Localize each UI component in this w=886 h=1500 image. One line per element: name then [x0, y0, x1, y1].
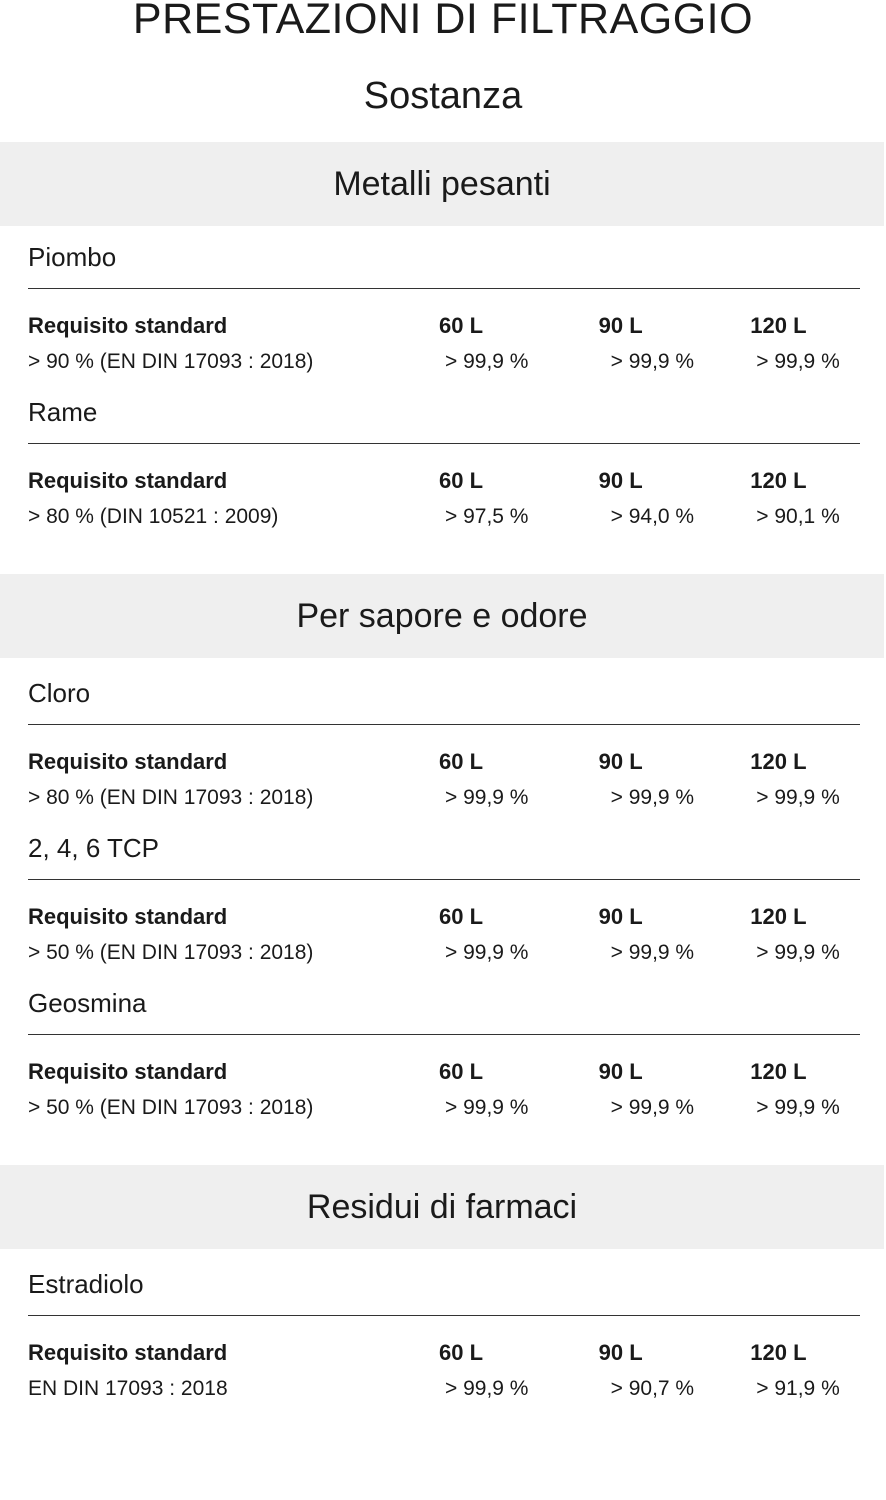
value-120l: > 99,9 % [756, 1096, 840, 1119]
section-drug-residues [0, 1165, 886, 1404]
value-standard: > 90 % (EN DIN 17093 : 2018) [28, 350, 314, 373]
substance-name: Geosmina [28, 988, 147, 1018]
value-row [28, 502, 860, 532]
header-standard: Requisito standard [28, 1059, 228, 1084]
value-90l: > 99,9 % [610, 786, 695, 809]
value-90l: > 94,0 % [610, 505, 695, 528]
substance-name: 2, 4, 6 TCP [28, 833, 160, 863]
header-standard: Requisito standard [28, 468, 228, 493]
substance-item [28, 833, 860, 968]
header-120l: 120 L [750, 468, 807, 493]
header-90l: 90 L [598, 468, 643, 493]
divider [28, 288, 860, 289]
header-120l: 120 L [750, 904, 807, 929]
divider [28, 879, 860, 880]
column-header-row [28, 466, 860, 496]
value-row [28, 1093, 860, 1123]
value-row [28, 347, 860, 377]
value-120l: > 90,1 % [756, 505, 840, 528]
value-60l: > 99,9 % [444, 1096, 529, 1119]
value-60l: > 97,5 % [444, 505, 529, 528]
column-header-row [28, 311, 860, 341]
header-90l: 90 L [598, 904, 643, 929]
header-60l: 60 L [439, 749, 484, 774]
value-120l: > 99,9 % [756, 941, 840, 964]
substance-name: Piombo [28, 242, 117, 272]
page-title: PRESTAZIONI DI FILTRAGGIO [132, 0, 754, 43]
column-header-row [28, 1338, 860, 1368]
header-60l: 60 L [439, 1059, 484, 1084]
value-row [28, 783, 860, 813]
value-60l: > 99,9 % [444, 786, 529, 809]
header-120l: 120 L [750, 749, 807, 774]
value-90l: > 90,7 % [610, 1377, 695, 1400]
value-60l: > 99,9 % [444, 1377, 529, 1400]
header-60l: 60 L [439, 313, 484, 338]
header-60l: 60 L [439, 468, 484, 493]
header-120l: 120 L [750, 1340, 807, 1365]
header-60l: 60 L [439, 904, 484, 929]
header-120l: 120 L [750, 1059, 807, 1084]
header-standard: Requisito standard [28, 1340, 228, 1365]
substance-name: Rame [28, 397, 98, 427]
value-row [28, 1374, 860, 1404]
section-heading: Residui di farmaci [0, 1165, 884, 1249]
substance-item [28, 242, 860, 377]
value-standard: > 50 % (EN DIN 17093 : 2018) [28, 1096, 314, 1119]
divider [28, 1034, 860, 1035]
value-standard: EN DIN 17093 : 2018 [28, 1377, 228, 1400]
divider [28, 443, 860, 444]
column-header-row [28, 747, 860, 777]
value-60l: > 99,9 % [444, 350, 529, 373]
value-90l: > 99,9 % [610, 350, 695, 373]
header-90l: 90 L [598, 749, 643, 774]
header-90l: 90 L [598, 313, 643, 338]
divider [28, 1315, 860, 1316]
header-standard: Requisito standard [28, 749, 228, 774]
value-90l: > 99,9 % [610, 941, 695, 964]
section-heading: Metalli pesanti [0, 142, 884, 226]
value-120l: > 99,9 % [756, 350, 840, 373]
value-standard: > 80 % (DIN 10521 : 2009) [28, 505, 279, 528]
substance-item [28, 988, 860, 1123]
substance-name: Cloro [28, 678, 91, 708]
header-90l: 90 L [598, 1059, 643, 1084]
header-standard: Requisito standard [28, 313, 228, 338]
section-heavy-metals [0, 142, 886, 532]
substance-item [28, 397, 860, 532]
header-standard: Requisito standard [28, 904, 228, 929]
value-60l: > 99,9 % [444, 941, 529, 964]
header-120l: 120 L [750, 313, 807, 338]
divider [28, 724, 860, 725]
column-header-row [28, 1057, 860, 1087]
value-standard: > 80 % (EN DIN 17093 : 2018) [28, 786, 314, 809]
substance-name: Estradiolo [28, 1269, 144, 1299]
section-heading: Per sapore e odore [0, 574, 884, 658]
value-90l: > 99,9 % [610, 1096, 695, 1119]
header-60l: 60 L [439, 1340, 484, 1365]
value-standard: > 50 % (EN DIN 17093 : 2018) [28, 941, 314, 964]
value-120l: > 99,9 % [756, 786, 840, 809]
substance-item [28, 678, 860, 813]
section-taste-odor [0, 574, 886, 1123]
page-subtitle: Sostanza [363, 75, 523, 117]
header-90l: 90 L [598, 1340, 643, 1365]
value-120l: > 91,9 % [756, 1377, 840, 1400]
substance-item [28, 1269, 860, 1404]
value-row [28, 938, 860, 968]
column-header-row [28, 902, 860, 932]
